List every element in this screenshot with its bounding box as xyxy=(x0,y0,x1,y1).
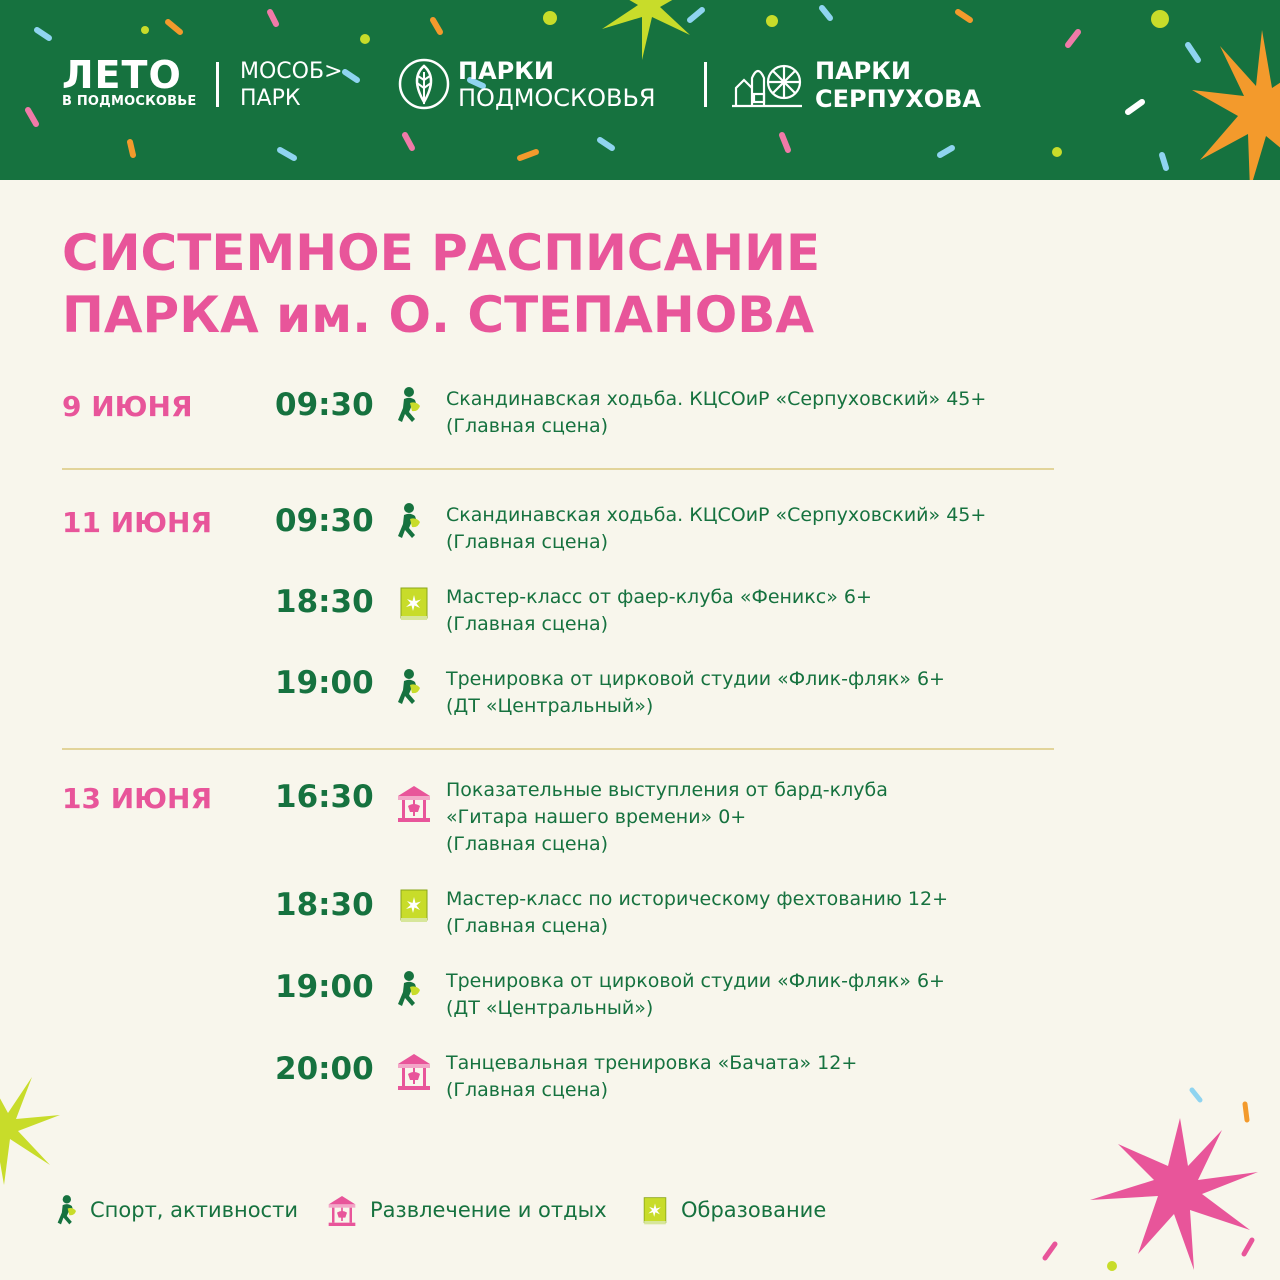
event-time: 16:30 xyxy=(275,779,374,815)
event-time: 19:00 xyxy=(275,969,374,1005)
divider xyxy=(216,62,219,107)
event-place: (Главная сцена) xyxy=(446,915,609,937)
parki-pm-line1: ПАРКИ xyxy=(458,57,554,85)
book-icon xyxy=(640,1192,670,1230)
event-time: 18:30 xyxy=(275,887,374,923)
legend-sport: Спорт, активности xyxy=(90,1198,298,1222)
divider xyxy=(704,62,707,107)
event-description xyxy=(446,386,1066,440)
event-title-line1: Показательные выступления от бард-клуба xyxy=(446,779,888,801)
leto-logo: ЛЕТО xyxy=(62,53,182,97)
carousel-icon xyxy=(327,1192,357,1230)
date-label: 13 ИЮНЯ xyxy=(62,782,213,815)
title-line2: ПАРКА им. О. СТЕПАНОВА xyxy=(62,286,815,344)
date-label: 9 ИЮНЯ xyxy=(62,390,193,423)
leaf-icon xyxy=(398,58,450,110)
park-scene-icon xyxy=(732,58,802,110)
day-separator xyxy=(62,468,1054,470)
event-description xyxy=(446,502,1066,556)
parki-serp-line1: ПАРКИ xyxy=(815,57,911,85)
parki-pm-line2: ПОДМОСКОВЬЯ xyxy=(458,84,656,112)
runner-icon xyxy=(56,1192,86,1230)
event-place: (Главная сцена) xyxy=(446,531,609,553)
date-label: 11 ИЮНЯ xyxy=(62,506,213,539)
day-separator xyxy=(62,748,1054,750)
event-description xyxy=(446,968,1066,1022)
runner-icon xyxy=(396,386,432,426)
event-place: (ДТ «Центральный») xyxy=(446,695,654,717)
event-time: 09:30 xyxy=(275,503,374,539)
carousel-icon xyxy=(396,1052,432,1092)
event-description xyxy=(446,666,1066,720)
parki-serp-line2: СЕРПУХОВА xyxy=(815,85,981,113)
legend-education: Образование xyxy=(681,1198,827,1222)
leto-subtitle: В ПОДМОСКОВЬЕ xyxy=(62,94,197,109)
event-title: Скандинавская ходьба. КЦСОиР «Серпуховский» 45+ xyxy=(446,388,987,410)
event-title: Скандинавская ходьба. КЦСОиР «Серпуховский» 45+ xyxy=(446,504,987,526)
mosobpark-line1: МОСОБ> xyxy=(240,59,343,84)
carousel-icon xyxy=(396,784,432,824)
parki-podmoskovya-logo xyxy=(458,58,656,112)
event-time: 20:00 xyxy=(275,1051,374,1087)
header-banner xyxy=(0,0,1280,180)
book-icon xyxy=(396,584,432,624)
event-place: (Главная сцена) xyxy=(446,833,609,855)
legend-entertainment: Развлечение и отдых xyxy=(370,1198,607,1222)
runner-icon xyxy=(396,970,432,1010)
mosobpark-line2: ПАРК xyxy=(240,86,301,111)
event-place: (ДТ «Центральный») xyxy=(446,997,654,1019)
book-icon xyxy=(396,886,432,926)
event-time: 18:30 xyxy=(275,584,374,620)
event-description xyxy=(446,584,1066,638)
event-title-line2: «Гитара нашего времени» 0+ xyxy=(446,806,747,828)
event-time: 09:30 xyxy=(275,387,374,423)
event-title: Танцевальная тренировка «Бачата» 12+ xyxy=(446,1052,858,1074)
event-description xyxy=(446,1050,1066,1104)
title-line1: СИСТЕМНОЕ РАСПИСАНИЕ xyxy=(62,224,821,282)
event-place: (Главная сцена) xyxy=(446,1079,609,1101)
runner-icon xyxy=(396,668,432,708)
event-title: Мастер-класс от фаер-клуба «Феникс» 6+ xyxy=(446,586,872,608)
event-title: Тренировка от цирковой студии «Флик-фляк» 6+ xyxy=(446,970,945,992)
event-time: 19:00 xyxy=(275,665,374,701)
parki-serpukhova-logo xyxy=(815,57,981,113)
runner-icon xyxy=(396,502,432,542)
event-title: Тренировка от цирковой студии «Флик-фляк» 6+ xyxy=(446,668,945,690)
event-description xyxy=(446,777,1066,858)
event-title: Мастер-класс по историческому фехтованию 12+ xyxy=(446,888,949,910)
page-title xyxy=(62,222,962,346)
event-place: (Главная сцена) xyxy=(446,415,609,437)
mosobpark-logo xyxy=(240,58,343,112)
event-description xyxy=(446,886,1066,940)
event-place: (Главная сцена) xyxy=(446,613,609,635)
